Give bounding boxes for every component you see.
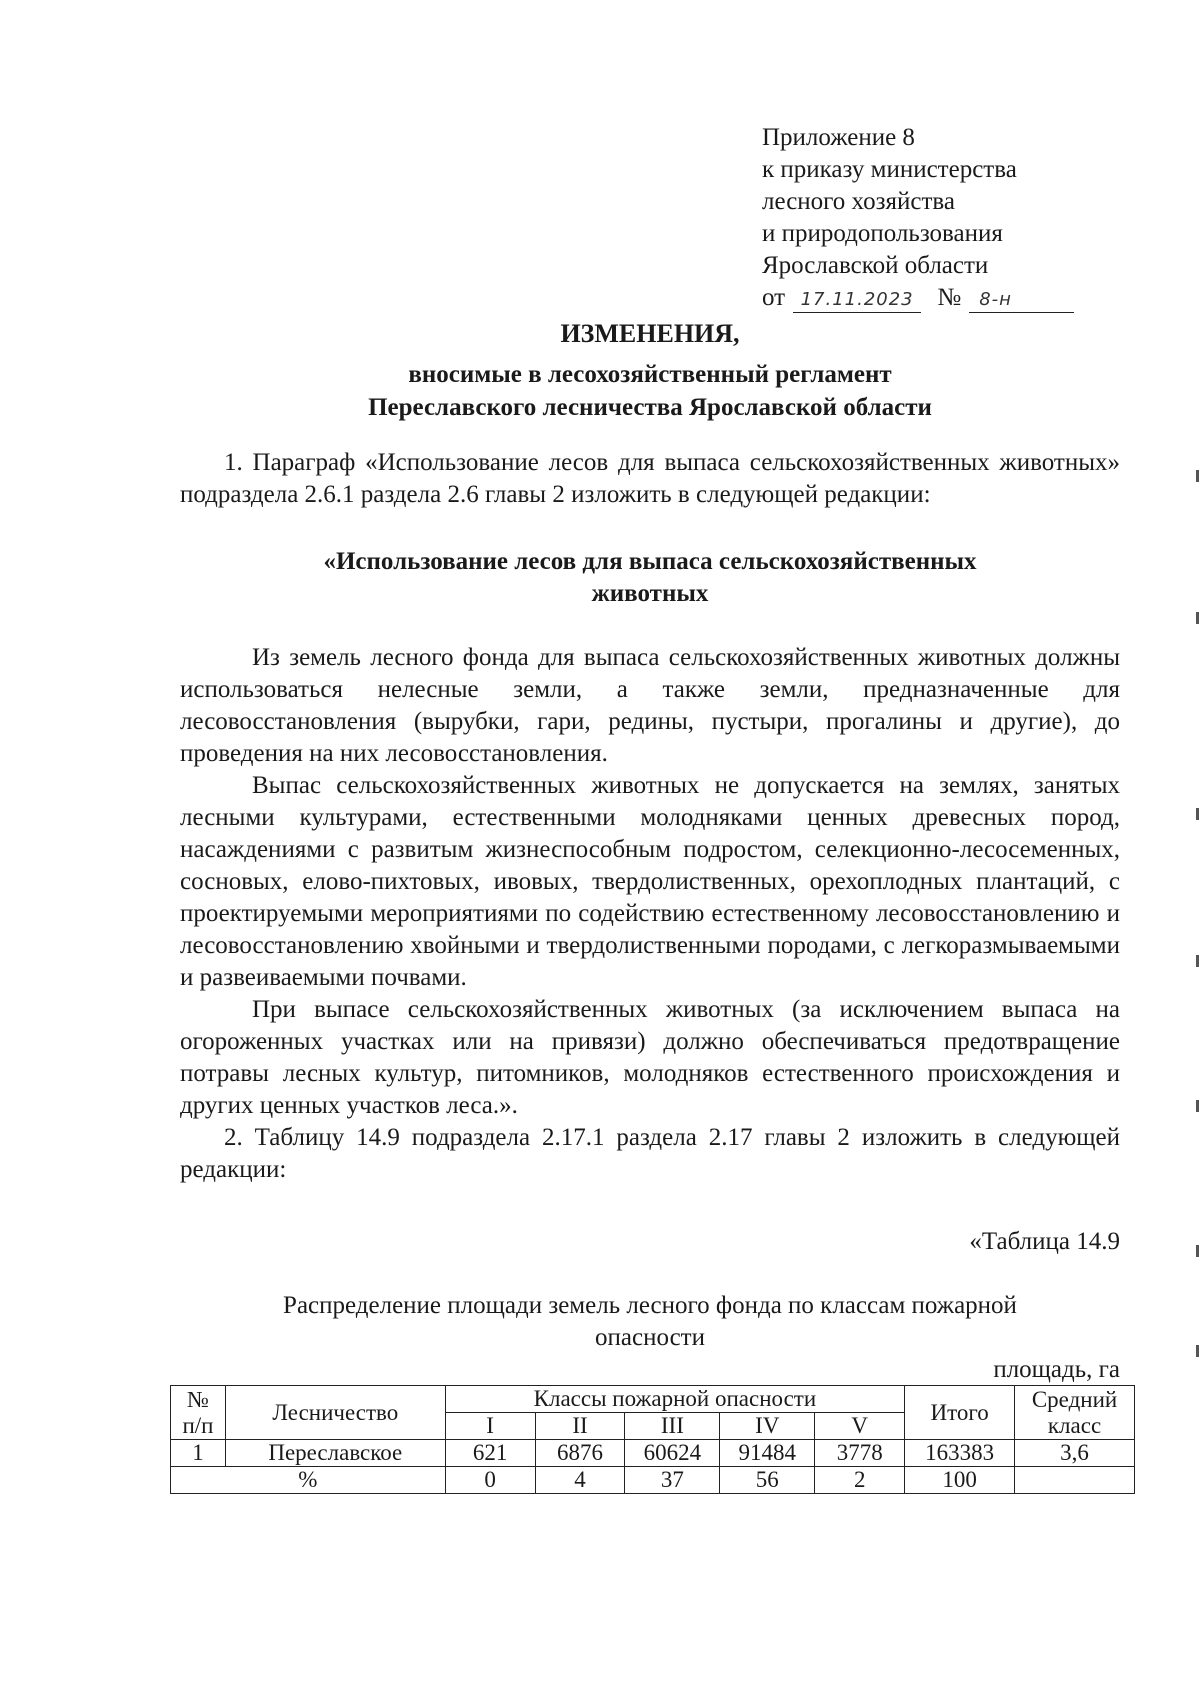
cell-value: 4: [535, 1467, 625, 1494]
scan-edge-mark: [1196, 955, 1199, 967]
fire-danger-table: [170, 1385, 1135, 1494]
handwritten-number: 8-н: [969, 288, 1074, 313]
body-paragraphs: [180, 642, 1120, 1186]
table-units: площадь, га: [993, 1356, 1120, 1383]
subheading-line: «Использование лесов для выпаса сельскохозяйственных: [323, 548, 977, 575]
paragraph: Выпас сельскохозяйственных животных не допускается на землях, занятых лесными культурами, естественными молодняками ценных древесных пород, насаждениями с развитым жизнеспособным подростом, селекционно-лесосеменных, сосновых, елово-пихтовых, ивовых, твердолиственных, орехоплодных плантаций, с проектируемыми мероприятиями по содействию естественному лесовосстановлению и лесовосстановлению хвойными и твердолиственными породами, с легкоразмываемыми и развеиваемыми почвами.: [180, 772, 1120, 991]
table-percent-row: [171, 1467, 1135, 1494]
header-forestry: Лесничество: [225, 1386, 445, 1440]
cell-total: 163383: [905, 1440, 1015, 1467]
cell-value: 2: [815, 1467, 905, 1494]
cell-num: 1: [171, 1440, 226, 1467]
appendix-line: лесного хозяйства: [762, 188, 955, 215]
cell-avg: [1015, 1467, 1135, 1494]
header-class: I: [445, 1413, 535, 1440]
document-title: ИЗМЕНЕНИЯ,: [560, 319, 740, 348]
header-class: IV: [720, 1413, 815, 1440]
date-prefix: от: [762, 284, 786, 311]
cell-value: 56: [720, 1467, 815, 1494]
cell-value: 60624: [625, 1440, 720, 1467]
header-num: № п/п: [171, 1386, 226, 1440]
header-class: III: [625, 1413, 720, 1440]
cell-value: 621: [445, 1440, 535, 1467]
handwritten-date: 17.11.2023: [793, 288, 921, 313]
table-row: [171, 1440, 1135, 1467]
table-header-row: [171, 1386, 1135, 1413]
scan-edge-mark: [1196, 1345, 1199, 1357]
table-title-line: опасности: [595, 1324, 705, 1351]
appendix-block: [762, 122, 1082, 314]
scan-edge-mark: [1196, 1100, 1199, 1112]
appendix-date-line: [762, 282, 1082, 314]
cell-forestry: Переславское: [225, 1440, 445, 1467]
header-avg-class: Средний класс: [1015, 1386, 1135, 1440]
header-class: V: [815, 1413, 905, 1440]
scan-edge-mark: [1196, 1245, 1199, 1257]
header-class: II: [535, 1413, 625, 1440]
appendix-line: Приложение 8: [762, 124, 915, 151]
item-2-text: 2. Таблицу 14.9 подраздела 2.17.1 раздела 2.17 главы 2 изложить в следующей редакции:: [180, 1124, 1120, 1183]
table-reference: «Таблица 14.9: [969, 1228, 1120, 1255]
subheading-line: животных: [591, 580, 709, 607]
cell-value: 6876: [535, 1440, 625, 1467]
document-subtitle: Переславского лесничества Ярославской области: [368, 394, 932, 421]
cell-value: 37: [625, 1467, 720, 1494]
scan-edge-mark: [1196, 808, 1199, 820]
document-subtitle: вносимые в лесохозяйственный регламент: [408, 361, 892, 388]
cell-avg: 3,6: [1015, 1440, 1135, 1467]
cell-value: 0: [445, 1467, 535, 1494]
scan-edge-mark: [1196, 470, 1199, 482]
appendix-line: к приказу министерства: [762, 156, 1017, 183]
cell-value: 91484: [720, 1440, 815, 1467]
paragraph: Из земель лесного фонда для выпаса сельскохозяйственных животных должны использоваться нелесные земли, а также земли, предназначенные для лесовосстановления (вырубки, гари, редины, пустыри, прогалины и другие), до проведения на них лесовосстановления.: [180, 644, 1120, 767]
table-title-line: Распределение площади земель лесного фонда по классам пожарной: [283, 1292, 1017, 1319]
table-title: [180, 1290, 1120, 1354]
item-1-paragraph: [180, 447, 1120, 511]
section-subheading: [180, 546, 1120, 610]
item-1-text: 1. Параграф «Использование лесов для выпаса сельскохозяйственных животных» подраздела 2.6.1 раздела 2.6 главы 2 изложить в следующей редакции:: [180, 449, 1120, 508]
cell-value: 3778: [815, 1440, 905, 1467]
header-total: Итого: [905, 1386, 1015, 1440]
scan-edge-mark: [1196, 612, 1199, 624]
appendix-line: Ярославской области: [762, 252, 989, 279]
number-sign: №: [937, 284, 962, 311]
cell-percent-label: %: [171, 1467, 446, 1494]
paragraph: При выпасе сельскохозяйственных животных (за исключением выпаса на огороженных участках или на привязи) должно обеспечиваться предотвращение потравы лесных культур, питомников, молодняков естественного происхождения и других ценных участков леса.».: [180, 996, 1120, 1119]
document-heading: [180, 318, 1120, 424]
header-classes-group: Классы пожарной опасности: [445, 1386, 904, 1413]
appendix-line: и природопользования: [762, 220, 1003, 247]
cell-total: 100: [905, 1467, 1015, 1494]
